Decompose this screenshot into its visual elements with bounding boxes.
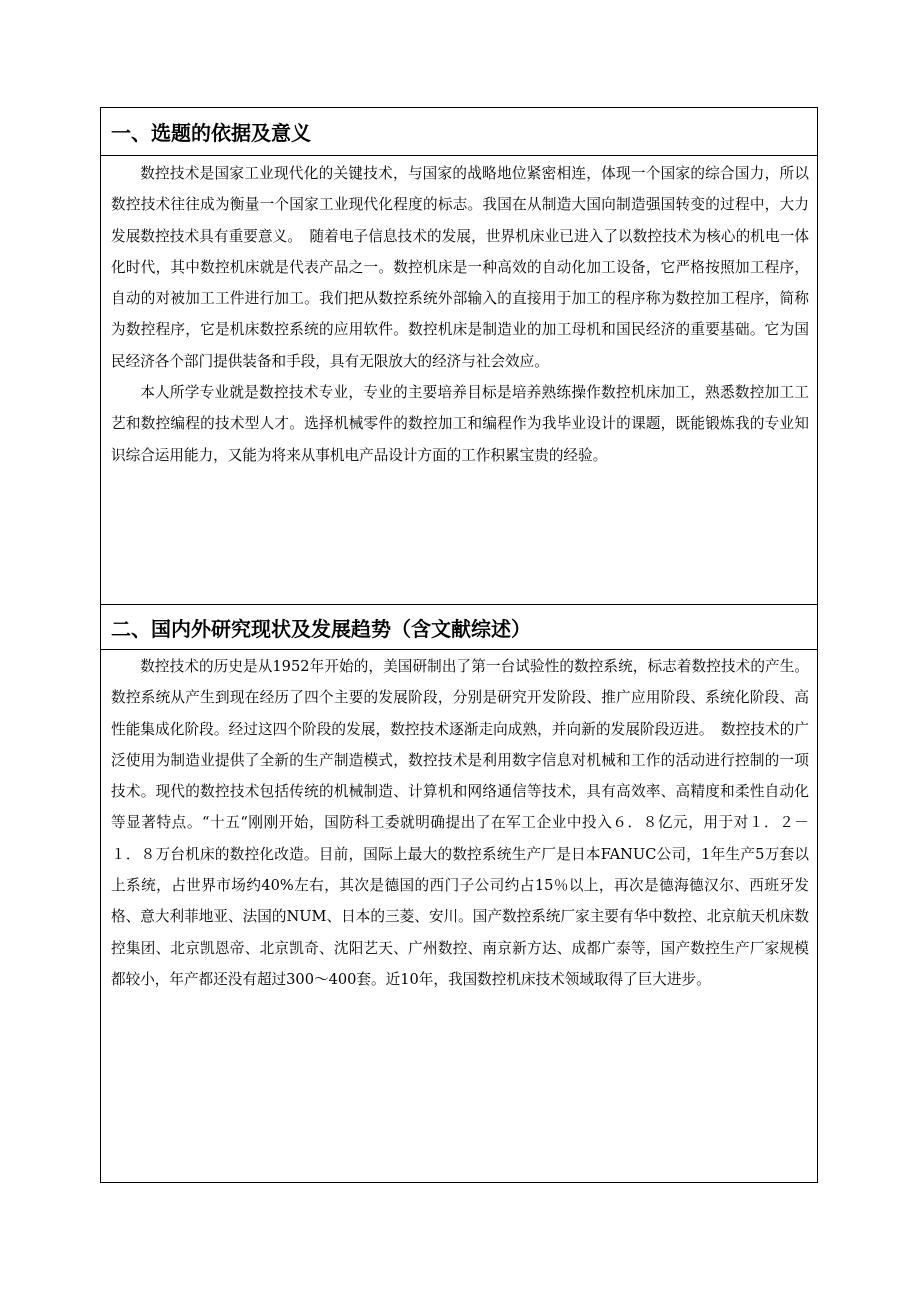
- section-1-heading: 一、选题的依据及意义: [101, 108, 817, 156]
- section-2-body: [111, 651, 809, 995]
- section-2-paragraph-1: 数控技术的历史是从1952年开始的，美国研制出了第一台试验性的数控系统，标志着数控技术的产生。数控系统从产生到现在经历了四个主要的发展阶段，分别是研究开发阶段、推广应用阶段、系统化阶段、高性能集成化阶段。经过这四个阶段的发展，数控技术逐渐走向成熟，并向新的发展阶段迈进。 数控技术的广泛使用为制造业提供了全新的生产制造模式，数控技术是利用数字信息对机械和工作的活动进行控制的一项技术。现代的数控技术包括传统的机械制造、计算机和网络通信等技术，具有高效率、高精度和柔性自动化等显著特点。“十五“刚刚开始，国防科工委就明确提出了在军工企业中投入６．８亿元，用于对１．２－１．８万台机床的数控化改造。目前，国际上最大的数控系统生产厂是日本FANUC公司，1年生产5万套以上系统，占世界市场约40%左右，其次是德国的西门子公司约占15％以上，再次是德海德汉尔、西班牙发格、意大利菲地亚、法国的NUM、日本的三菱、安川。国产数控系统厂家主要有华中数控、北京航天机床数控集团、北京凯恩帝、北京凯奇、沈阳艺天、广州数控、南京新方达、成都广泰等，国产数控生产厂家规模都较小，年产都还没有超过300～400套。近10年，我国数控机床技术领域取得了巨大进步。: [111, 658, 809, 988]
- section-1-paragraph-2: 本人所学专业就是数控技术专业，专业的主要培养目标是培养熟练操作数控机床加工，熟悉数控加工工艺和数控编程的技术型人才。选择机械零件的数控加工和编程作为我毕业设计的课题，既能锻炼我的专业知识综合运用能力，又能为将来从事机电产品设计方面的工作积累宝贵的经验。: [111, 384, 809, 464]
- section-2-heading: 二、国内外研究现状及发展趋势（含文献综述）: [101, 604, 817, 650]
- section-1-body: [111, 158, 809, 471]
- section-1-paragraph-1: 数控技术是国家工业现代化的关键技术，与国家的战略地位紧密相连，体现一个国家的综合国力，所以数控技术往往成为衡量一个国家工业现代化程度的标志。我国在从制造大国向制造强国转变的过程中，大力发展数控技术具有重要意义。 随着电子信息技术的发展，世界机床业已进入了以数控技术为核心的机电一体化时代，其中数控机床就是代表产品之一。数控机床是一种高效的自动化加工设备，它严格按照加工程序，自动的对被加工工件进行加工。我们把从数控系统外部输入的直接用于加工的程序称为数控加工程序，简称为数控程序，它是机床数控系统的应用软件。数控机床是制造业的加工母机和国民经济的重要基础。它为国民经济各个部门提供装备和手段，具有无限放大的经济与社会效应。: [111, 165, 809, 370]
- document-form-table: [100, 107, 818, 1183]
